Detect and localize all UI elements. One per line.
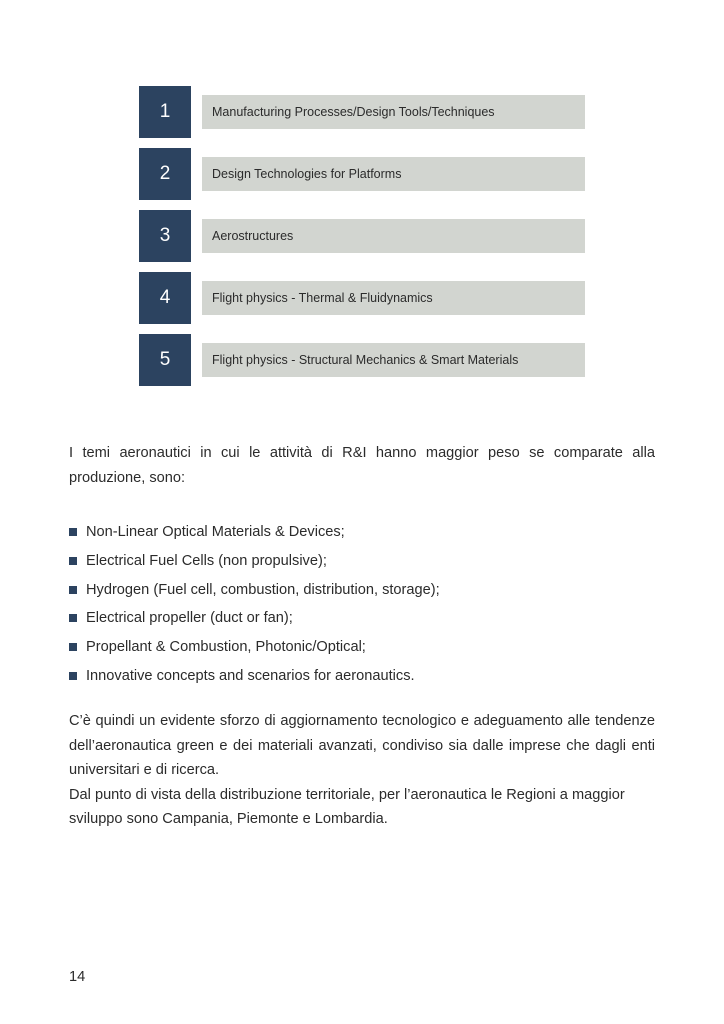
- ranking-label: Manufacturing Processes/Design Tools/Techniques: [202, 95, 585, 129]
- closing-paragraphs: [69, 709, 655, 832]
- square-bullet-icon: [69, 528, 77, 536]
- ranking-number: 1: [139, 86, 191, 138]
- closing-paragraph-2: Dal punto di vista della distribuzione territoriale, per l’aeronautica le Regioni a maggior sviluppo sono Campania, Piemonte e Lombardia.: [69, 786, 625, 827]
- square-bullet-icon: [69, 586, 77, 594]
- list-item: [69, 604, 655, 633]
- page-number: 14: [69, 969, 86, 985]
- list-item: [69, 633, 655, 662]
- list-item: [69, 661, 655, 690]
- ranking-label: Flight physics - Structural Mechanics & Smart Materials: [202, 343, 585, 377]
- square-bullet-icon: [69, 672, 77, 680]
- closing-paragraph-1: C’è quindi un evidente sforzo di aggiornamento tecnologico e adeguamento alle tendenze dell’aeronautica green e dei materiali avanzati, condiviso sia dalle imprese che dagli enti universitari e di ricerca.: [69, 713, 655, 778]
- ranking-item: [139, 334, 585, 386]
- list-item-text: Electrical Fuel Cells (non propulsive);: [86, 553, 327, 570]
- list-item: [69, 518, 655, 547]
- intro-paragraph: I temi aeronautici in cui le attività di R&I hanno maggior peso se comparate alla produzione, sono:: [69, 445, 655, 486]
- list-item-text: Non-Linear Optical Materials & Devices;: [86, 524, 345, 541]
- ranking-label: Aerostructures: [202, 219, 585, 253]
- list-item: [69, 547, 655, 576]
- ranking-item: [139, 272, 585, 324]
- square-bullet-icon: [69, 643, 77, 651]
- list-item: [69, 575, 655, 604]
- square-bullet-icon: [69, 614, 77, 622]
- ranking-label: Design Technologies for Platforms: [202, 157, 585, 191]
- ranking-number: 3: [139, 210, 191, 262]
- ranking-list: [139, 86, 585, 396]
- ranking-number: 2: [139, 148, 191, 200]
- list-item-text: Innovative concepts and scenarios for aeronautics.: [86, 667, 415, 684]
- ranking-item: [139, 210, 585, 262]
- themes-bullet-list: [69, 518, 655, 690]
- ranking-item: [139, 148, 585, 200]
- ranking-label: Flight physics - Thermal & Fluidynamics: [202, 281, 585, 315]
- ranking-number: 4: [139, 272, 191, 324]
- square-bullet-icon: [69, 557, 77, 565]
- list-item-text: Propellant & Combustion, Photonic/Optical;: [86, 639, 366, 656]
- ranking-item: [139, 86, 585, 138]
- list-item-text: Hydrogen (Fuel cell, combustion, distribution, storage);: [86, 581, 440, 598]
- list-item-text: Electrical propeller (duct or fan);: [86, 610, 293, 627]
- ranking-number: 5: [139, 334, 191, 386]
